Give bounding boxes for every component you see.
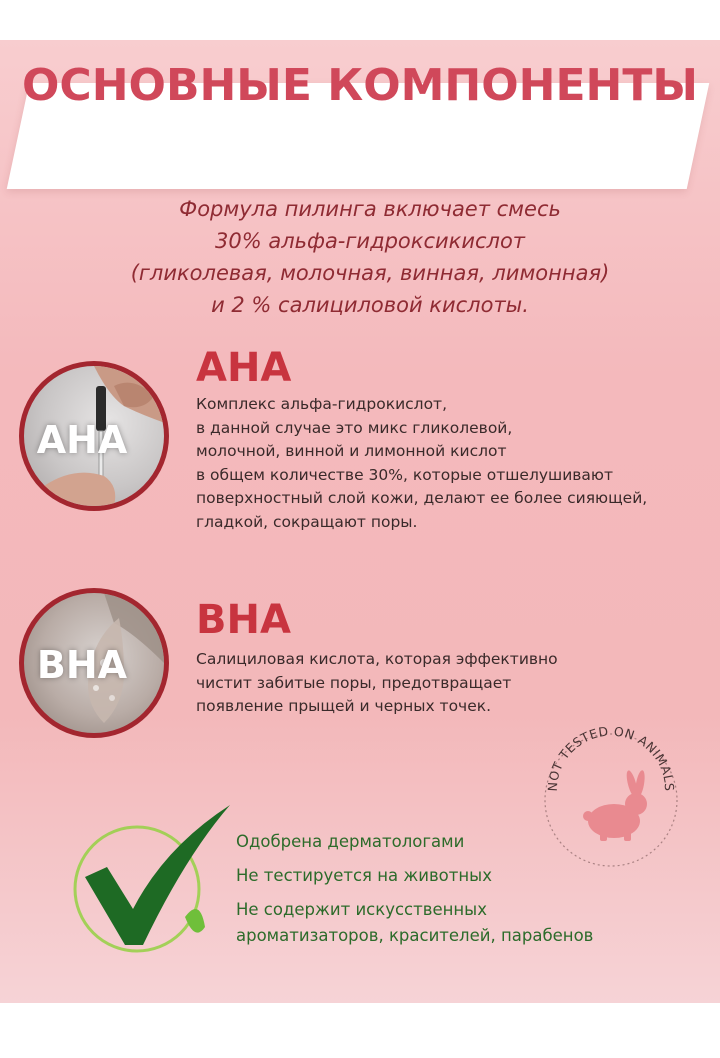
- benefit-item: Не содержит искусственных: [236, 900, 487, 919]
- aha-description: [196, 393, 647, 534]
- checkmark-icon: [55, 797, 235, 962]
- aha-photo: [19, 361, 169, 511]
- intro-line: и 2 % салициловой кислоты.: [211, 293, 529, 317]
- bha-badge: BHA: [36, 643, 128, 687]
- benefit-item: ароматизаторов, красителей, парабенов: [236, 926, 594, 945]
- stamp-text: NOT TESTED ON ANIMALS: [544, 723, 678, 792]
- aha-line: поверхностный слой кожи, делают ее более сияющей,: [196, 489, 648, 507]
- intro-line: (гликолевая, молочная, винная, лимонная): [130, 261, 610, 285]
- benefit-item: Одобрена дерматологами: [236, 832, 465, 851]
- aha-line: молочной, винной и лимонной кислот: [196, 442, 507, 460]
- aha-line: в данной случае это микс гликолевой,: [196, 418, 513, 437]
- bha-photo: [19, 588, 169, 738]
- page-title: ОСНОВНЫЕ КОМПОНЕНТЫ: [22, 60, 698, 111]
- intro-line: 30% альфа-гидроксикислот: [214, 229, 526, 253]
- intro-line: Формула пилинга включает смесь: [179, 197, 561, 221]
- aha-line: гладкой, сокращают поры.: [196, 512, 418, 531]
- aha-badge: AHA: [36, 418, 128, 462]
- aha-line: в общем количестве 30%, которые отшелушивают: [196, 465, 614, 484]
- bha-line: Салициловая кислота, которая эффективно: [196, 650, 558, 668]
- benefits-list: [236, 829, 593, 949]
- bha-description: [196, 648, 558, 719]
- bha-title: ВНА: [196, 597, 291, 643]
- intro-text: [60, 193, 680, 321]
- bha-line: чистит забитые поры, предотвращает: [196, 673, 512, 692]
- bha-line: появление прыщей и черных точек.: [196, 697, 492, 715]
- benefit-item: Не тестируется на животных: [236, 866, 492, 885]
- aha-title: АНА: [196, 345, 292, 391]
- svg-text:NOT TESTED ON ANIMALS: [545, 724, 677, 792]
- aha-line: Комплекс альфа-гидрокислот,: [196, 395, 448, 413]
